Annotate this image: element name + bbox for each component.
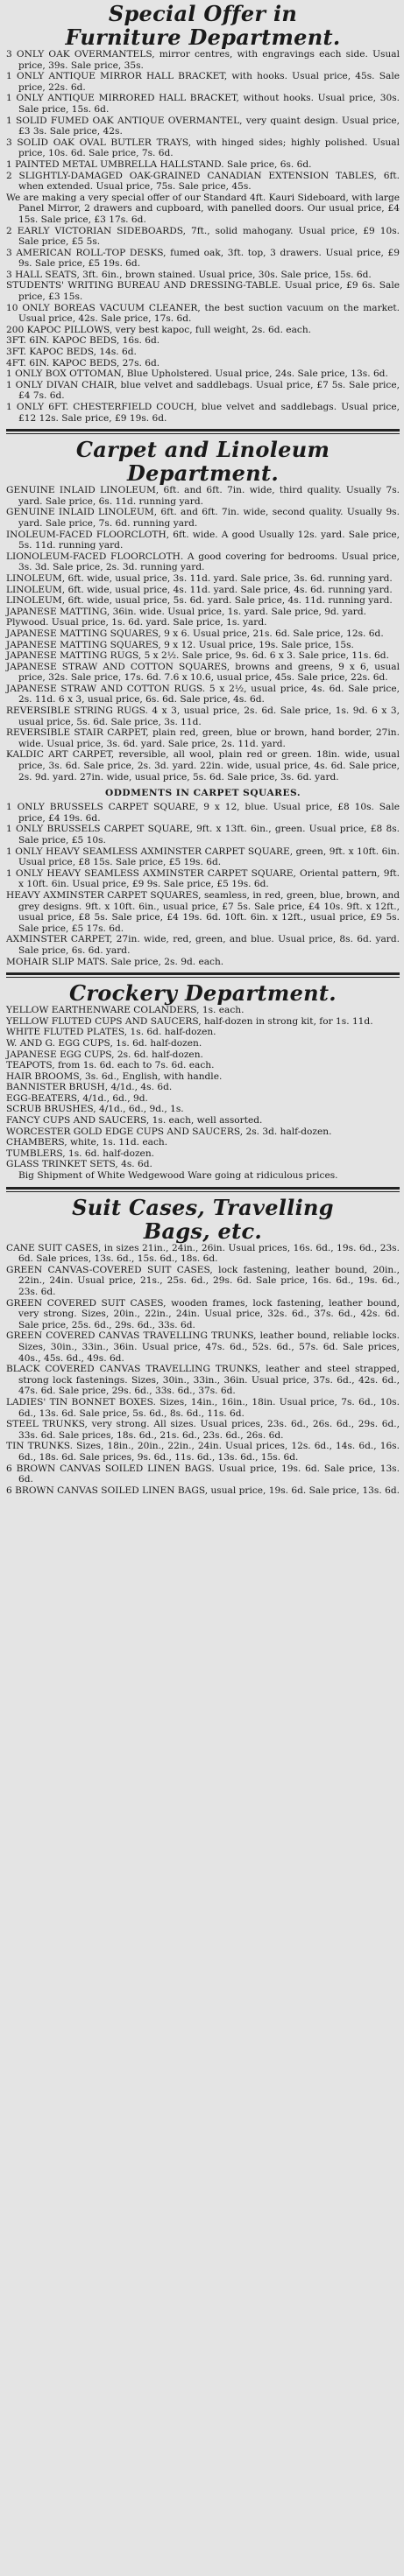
crockery-item: FANCY CUPS AND SAUCERS, 1s. each, well assorted. [6, 1115, 263, 1127]
carpet-item: LINOLEUM, 6ft. wide, usual price, 3s. 11d. yard. Sale price, 3s. 6d. running yard. [6, 572, 393, 584]
suitcases-item-list [6, 1243, 400, 1497]
furniture-item: 1 ONLY ANTIQUE MIRRORED HALL BRACKET, without hooks. Usual price, 30s. Sale price, 15s. 6d. [6, 93, 400, 115]
carpet-item: REVERSIBLE STAIR CARPET, plain red, green, blue or brown, hand border, 27in. wide. Usual price, 3s. 6d. yard. Sale price, 2s. 11d. yard. [6, 727, 400, 749]
oddments-subheading: ODDMENTS IN CARPET SQUARES. [104, 788, 301, 799]
carpet-item-list [6, 485, 400, 783]
suitcase-item: STEEL TRUNKS, very strong. All sizes. Usual prices, 23s. 6d., 26s. 6d., 29s. 6d., 33s. 6d. Sale prices, 18s. 6d., 21s. 6d., 23s. 6d., 26s. 6d. [6, 1419, 400, 1441]
carpet-item: JAPANESE MATTING SQUARES, 9 x 12. Usual price, 19s. Sale price, 15s. [6, 639, 354, 650]
carpet-item: LINOLEUM, 6ft. wide, usual price, 4s. 11d. yard. Sale price, 4s. 6d. running yard. [6, 584, 393, 595]
suitcases-heading-line1: Suit Cases, Travelling [72, 1194, 334, 1220]
carpet-heading-line1: Carpet and Linoleum [75, 437, 330, 463]
furniture-item: 2 SLIGHTLY-DAMAGED OAK-GRAINED CANADIAN EXTENSION TABLES, 6ft. when extended. Usual price, 75s. Sale price, 45s. [6, 170, 400, 193]
carpet-item: REVERSIBLE STRING RUGS. 4 x 3, usual price, 2s. 6d. Sale price, 1s. 9d. 6 x 3, usual price, 5s. 6d. Sale price, 3s. 11d. [6, 705, 400, 727]
furniture-item: 1 PAINTED METAL UMBRELLA HALLSTAND. Sale price, 6s. 6d. [6, 158, 312, 170]
crockery-item: YELLOW EARTHENWARE COLANDERS, 1s. each. [6, 1005, 245, 1016]
furniture-item: 3 AMERICAN ROLL-TOP DESKS, fumed oak, 3ft. top, 3 drawers. Usual price, £9 9s. Sale price, £5 19s. 6d. [6, 247, 400, 270]
crockery-item: CHAMBERS, white, 1s. 11d. each. [6, 1137, 168, 1148]
crockery-section [6, 981, 400, 1182]
suitcases-heading-line2: Bags, etc. [143, 1218, 263, 1244]
carpet-heading-line2: Department. [127, 460, 279, 487]
carpet-item: GENUINE INLAID LINOLEUM, 6ft. and 6ft. 7in. wide, second quality. Usually 9s. yard. Sale price, 7s. 6d. running yard. [6, 507, 400, 529]
crockery-item: WORCESTER GOLD EDGE CUPS AND SAUCERS, 2s. 3d. half-dozen. [6, 1126, 332, 1137]
crockery-item: WHITE FLUTED PLATES, 1s. 6d. half-dozen. [6, 1027, 216, 1038]
crockery-note: Big Shipment of White Wedgewood Ware going at ridiculous prices. [18, 1170, 338, 1182]
crockery-item: SCRUB BRUSHES, 4/1d., 6d., 9d., 1s. [6, 1104, 184, 1115]
carpet-item: KALDIC ART CARPET, reversible, all wool, plain red or green. 18in. wide, usual price, 3s. 6d. Sale price, 2s. 3d. yard. 22in. wide, usual price, 4s. 6d. Sale price, 2s. 9d. yard. 27in. wide, usual price, 5s. 6d. Sale price, 3s. 6d. yard. [6, 749, 400, 783]
furniture-item-list [6, 49, 400, 424]
crockery-item: W. AND G. EGG CUPS, 1s. 6d. half-dozen. [6, 1037, 202, 1049]
suitcase-item: TIN TRUNKS. Sizes, 18in., 20in., 22in., 24in. Usual prices, 12s. 6d., 14s. 6d., 16s. 6d., 18s. 6d. Sale prices, 9s. 6d., 11s. 6d., 13s. 6d., 15s. 6d. [6, 1441, 400, 1463]
suitcase-item: CANE SUIT CASES, in sizes 21in., 24in., 26in. Usual prices, 16s. 6d., 19s. 6d., 23s. 6d. Sale prices, 13s. 6d., 15s. 6d., 18s. 6d. [6, 1242, 400, 1265]
furniture-item: 1 ONLY DIVAN CHAIR, blue velvet and saddlebags. Usual price, £7 5s. Sale price, £4 7s. 6d. [6, 379, 400, 402]
carpet-item: Plywood. Usual price, 1s. 6d. yard. Sale price, 1s. yard. [6, 617, 267, 628]
furniture-item: 3 SOLID OAK OVAL BUTLER TRAYS, with hinged sides; highly polished. Usual price, 10s. 6d. Sale price, 7s. 6d. [6, 137, 400, 159]
furniture-item: 10 ONLY BOREAS VACUUM CLEANER, the best suction vacuum on the market. Usual price, 42s. Sale price, 17s. 6d. [6, 302, 400, 325]
furniture-item: 1 ONLY BOX OTTOMAN, Blue Upholstered. Usual price, 24s. Sale price, 13s. 6d. [6, 369, 388, 380]
oddments-item-list [6, 802, 400, 967]
crockery-heading: Crockery Department. [69, 980, 337, 1007]
carpet-item: JAPANESE MATTING, 36in. wide. Usual price, 1s. yard. Sale price, 9d. yard. [6, 606, 367, 617]
crockery-item: YELLOW FLUTED CUPS AND SAUCERS, half-dozen in strong kit, for 1s. 11d. [6, 1015, 373, 1027]
carpet-section [6, 438, 400, 967]
oddment-item: 1 ONLY BRUSSELS CARPET SQUARE, 9ft. x 13ft. 6in., green. Usual price, £8 8s. Sale price, £5 10s. [6, 824, 400, 846]
carpet-item: GENUINE INLAID LINOLEUM, 6ft. and 6ft. 7in. wide, third quality. Usually 7s. yard. Sale price, 6s. 11d. running yard. [6, 485, 400, 507]
suitcases-section [6, 1196, 400, 1497]
furniture-heading-line1: Special Offer in [108, 1, 298, 26]
crockery-item: GLASS TRINKET SETS, 4s. 6d. [6, 1159, 152, 1170]
furniture-item: 1 ONLY ANTIQUE MIRROR HALL BRACKET, with hooks. Usual price, 45s. Sale price, 22s. 6d. [6, 71, 400, 93]
suitcase-item: 6 BROWN CANVAS SOILED LINEN BAGS, usual price, 19s. 6d. Sale price, 13s. 6d. [6, 1485, 400, 1496]
crockery-item: BANNISTER BRUSH, 4/1d., 4s. 6d. [6, 1082, 173, 1093]
carpet-item: JAPANESE STRAW AND COTTON SQUARES, browns and greens, 9 x 6, usual price, 32s. Sale price, 17s. 6d. 7.6 x 10.6, usual price, 45s. Sale price, 22s. 6d. [6, 661, 400, 684]
suitcase-item: GREEN CANVAS-COVERED SUIT CASES, lock fastening, leather bound, 20in., 22in., 24in. Usual price, 21s., 25s. 6d., 29s. 6d. Sale price, 16s. 6d., 19s. 6d., 23s. 6d. [6, 1264, 400, 1297]
section-divider [6, 429, 400, 434]
furniture-item: 3 ONLY OAK OVERMANTELS, mirror centres, with engravings each side. Usual price, 39s. Sale price, 35s. [6, 49, 400, 71]
oddment-item: 1 ONLY HEAVY SEAMLESS AXMINSTER CARPET SQUARE, Oriental pattern, 9ft. x 10ft. 6in. Usual price, £9 9s. Sale price, £5 19s. 6d. [6, 867, 400, 890]
furniture-item: 3 HALL SEATS, 3ft. 6in., brown stained. Usual price, 30s. Sale price, 15s. 6d. [6, 269, 372, 280]
crockery-item-list [6, 1005, 400, 1170]
furniture-item: 1 ONLY 6FT. CHESTERFIELD COUCH, blue velvet and saddlebags. Usual price, £12 12s. Sale price, £9 19s. 6d. [6, 402, 400, 424]
suitcase-item: GREEN COVERED CANVAS TRAVELLING TRUNKS, leather bound, reliable locks. Sizes, 30in., 33in., 36in. Usual price, 47s. 6d., 52s. 6d., 57s. 6d. Sale prices, 40s., 45s. 6d., 49s. 6d. [6, 1330, 400, 1364]
section-divider [6, 972, 400, 978]
carpet-item: LINOLEUM, 6ft. wide, usual price, 5s. 6d. yard. Sale price, 4s. 11d. running yard. [6, 595, 393, 607]
crockery-item: TEAPOTS, from 1s. 6d. each to 7s. 6d. each. [6, 1060, 215, 1071]
crockery-item: EGG-BEATERS, 4/1d., 6d., 9d. [6, 1092, 148, 1104]
suitcase-item: BLACK COVERED CANVAS TRAVELLING TRUNKS, leather and steel strapped, strong lock fastenings. Sizes, 30in., 33in., 36in. Usual price, 37s. 6d., 42s. 6d., 47s. 6d. Sale price, 29s. 6d., 33s. 6d., 37s. 6d. [6, 1364, 400, 1397]
oddment-item: 1 ONLY HEAVY SEAMLESS AXMINSTER CARPET SQUARE, green, 9ft. x 10ft. 6in. Usual price, £8 15s. Sale price, £5 19s. 6d. [6, 846, 400, 868]
suitcase-item: 6 BROWN CANVAS SOILED LINEN BAGS. Usual price, 19s. 6d. Sale price, 13s. 6d. [6, 1463, 400, 1485]
carpet-item: JAPANESE MATTING SQUARES, 9 x 6. Usual price, 21s. 6d. Sale price, 12s. 6d. [6, 628, 384, 639]
furniture-item: 3FT. KAPOC BEDS, 14s. 6d. [6, 347, 137, 358]
suitcase-item: LADIES' TIN BONNET BOXES. Sizes, 14in., 16in., 18in. Usual price, 7s. 6d., 10s. 6d., 13s. 6d. Sale price, 5s. 6d., 8s. 6d., 11s. 6d. [6, 1396, 400, 1419]
furniture-item: 2 EARLY VICTORIAN SIDEBOARDS, 7ft., solid mahogany. Usual price, £9 10s. Sale price, £5 5s. [6, 225, 400, 248]
furniture-item: 200 KAPOC PILLOWS, very best kapoc, full weight, 2s. 6d. each. [6, 324, 312, 335]
furniture-item: 3FT. 6IN. KAPOC BEDS, 16s. 6d. [6, 335, 160, 347]
carpet-item: JAPANESE MATTING RUGS, 5 x 2½. Sale price, 9s. 6d. 6 x 3. Sale price, 11s. 6d. [6, 650, 389, 662]
furniture-section [6, 0, 400, 424]
furniture-item: STUDENTS' WRITING BUREAU AND DRESSING-TABLE. Usual price, £9 6s. Sale price, £3 15s. [6, 280, 400, 303]
oddment-item: 1 ONLY BRUSSELS CARPET SQUARE, 9 x 12, blue. Usual price, £8 10s. Sale price, £4 19s. 6d. [6, 802, 400, 824]
suitcase-item: GREEN COVERED SUIT CASES, wooden frames, lock fastening, leather bound, very strong. Sizes, 20in., 22in., 24in. Usual price, 32s. 6d., 37s. 6d., 42s. 6d. Sale price, 25s. 6d., 29s. 6d., 33s. 6d. [6, 1297, 400, 1330]
section-divider [6, 1187, 400, 1192]
crockery-item: HAIR BROOMS, 3s. 6d., English, with handle. [6, 1070, 223, 1082]
crockery-item: TUMBLERS, 1s. 6d. half-dozen. [6, 1148, 155, 1159]
oddment-item: MOHAIR SLIP MATS. Sale price, 2s. 9d. each. [6, 956, 224, 967]
furniture-item: 1 SOLID FUMED OAK ANTIQUE OVERMANTEL, very quaint design. Usual price, £3 3s. Sale price, 42s. [6, 115, 400, 137]
crockery-item: JAPANESE EGG CUPS, 2s. 6d. half-dozen. [6, 1049, 203, 1060]
furniture-heading-line2: Furniture Department. [65, 25, 341, 50]
oddment-item: AXMINSTER CARPET, 27in. wide, red, green, and blue. Usual price, 8s. 6d. yard. Sale price, 6s. 6d. yard. [6, 934, 400, 956]
oddment-item: HEAVY AXMINSTER CARPET SQUARES, seamless, in red, green, blue, brown, and grey designs. 9ft. x 10ft. 6in., usual price, £7 5s. Sale price, £4 10s. 9ft. x 12ft., usual price, £8 5s. Sale price, £4 19s. 6d. 10ft. 6in. x 12ft., usual price, £9 5s. Sale price, £5 17s. 6d. [6, 889, 400, 934]
furniture-item: 4FT. 6IN. KAPOC BEDS, 27s. 6d. [6, 357, 160, 369]
carpet-item: JAPANESE STRAW AND COTTON RUGS. 5 x 2½, usual price, 4s. 6d. Sale price, 2s. 11d. 6 x 3, usual price, 6s. 6d. Sale price, 4s. 6d. [6, 683, 400, 705]
furniture-item: We are making a very special offer of our Standard 4ft. Kauri Sideboard, with large Panel Mirror, 2 drawers and cupboard, with panelled doors. Our usual price, £4 15s. Sale price, £3 17s. 6d. [6, 192, 400, 225]
carpet-item: INOLEUM-FACED FLOORCLOTH, 6ft. wide. A good Usually 12s. yard. Sale price, 5s. 11d. running yard. [6, 529, 400, 551]
carpet-item: LIONOLEUM-FACED FLOORCLOTH. A good covering for bedrooms. Usual price, 3s. 3d. Sale price, 2s. 3d. running yard. [6, 551, 400, 573]
